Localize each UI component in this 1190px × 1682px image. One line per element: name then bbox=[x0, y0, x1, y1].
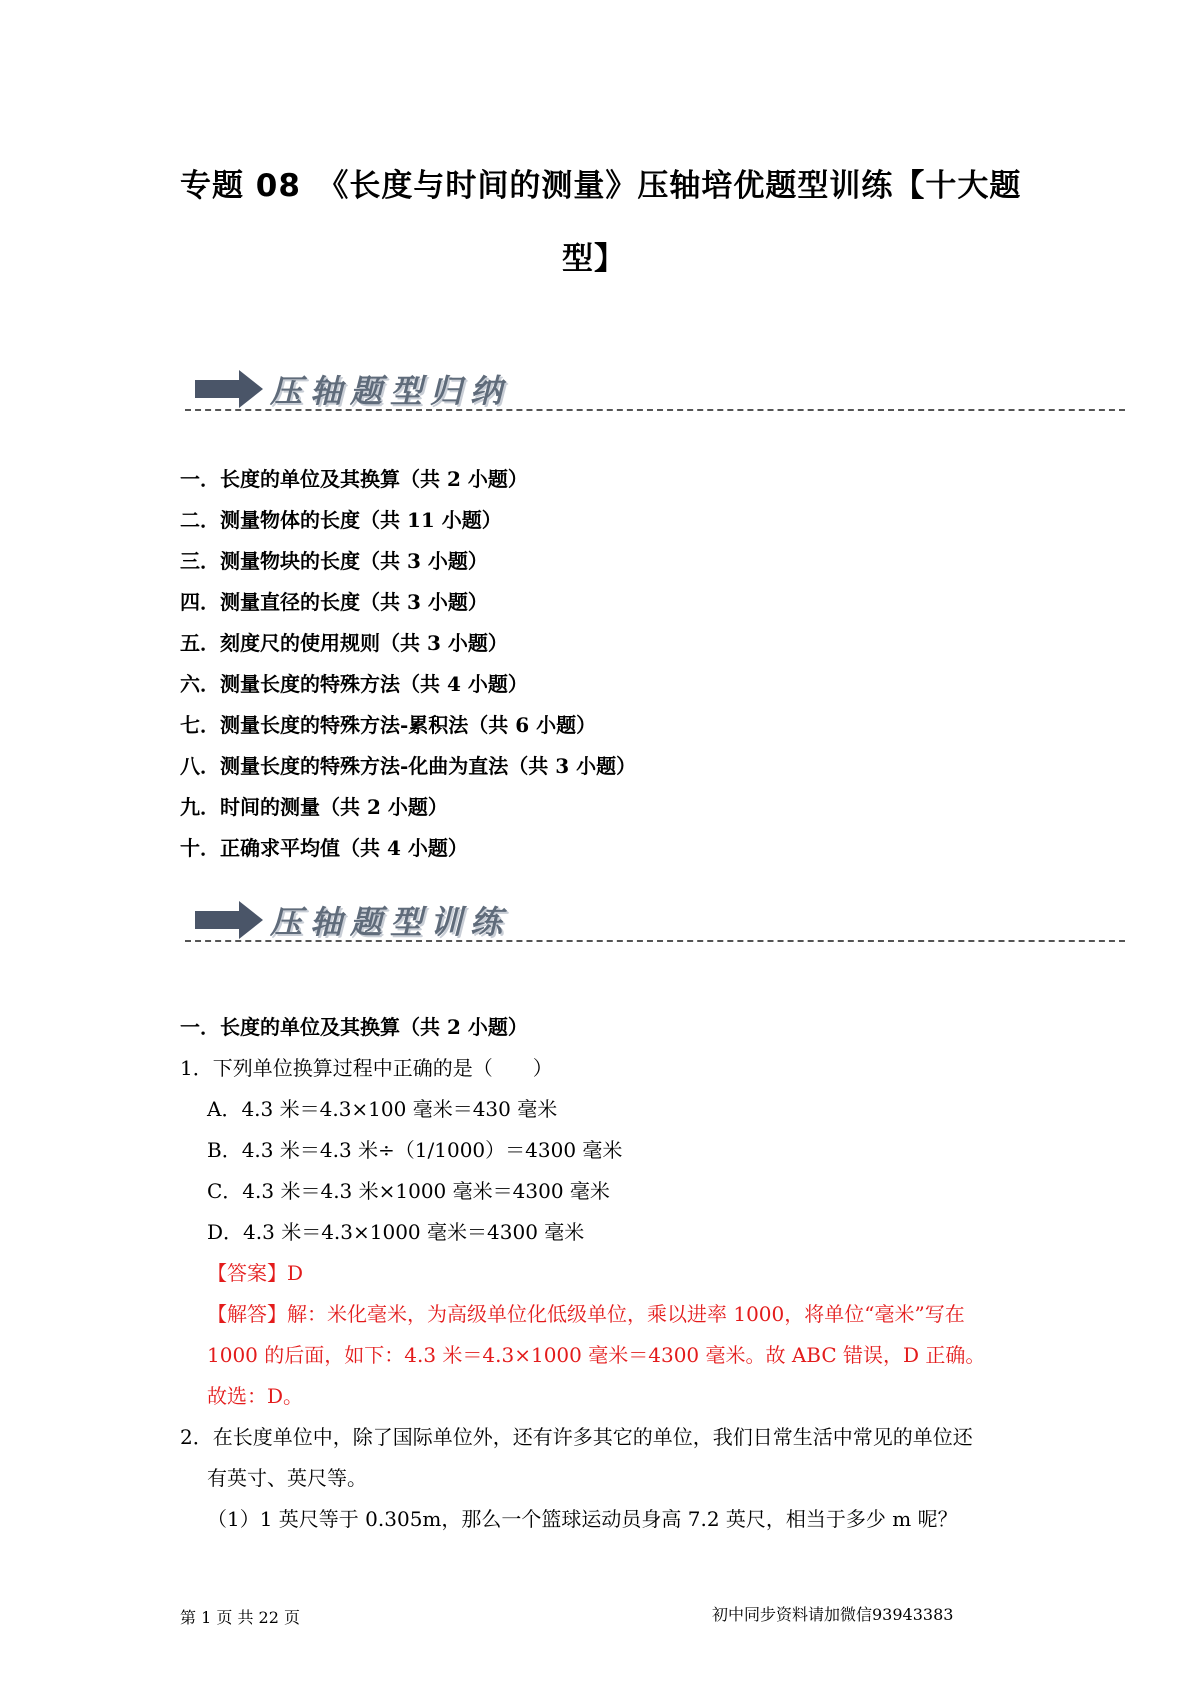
solution-text: 【解答】解：米化毫米，为高级单位化低级单位，乘以进率 1000，将单位“毫米”写在 bbox=[207, 1302, 965, 1326]
toc-item: 七．测量长度的特殊方法-累积法（共 6 小题） bbox=[180, 713, 597, 737]
training-banner-label: 压轴题型训练 bbox=[270, 903, 511, 941]
summary-banner-label: 压轴题型归纳 bbox=[270, 372, 511, 410]
toc-item: 四．测量直径的长度（共 3 小题） bbox=[180, 590, 488, 614]
solution-conclusion: 故选：D。 bbox=[207, 1384, 304, 1408]
option-b: B．4.3 米＝4.3 米÷（1/1000）＝4300 毫米 bbox=[207, 1138, 623, 1162]
toc-item: 八．测量长度的特殊方法-化曲为直法（共 3 小题） bbox=[180, 754, 637, 778]
option-a: A．4.3 米＝4.3×100 毫米＝430 毫米 bbox=[207, 1097, 558, 1121]
toc-item: 六．测量长度的特殊方法（共 4 小题） bbox=[180, 672, 528, 696]
option-d: D．4.3 米＝4.3×1000 毫米＝4300 毫米 bbox=[207, 1220, 585, 1244]
banner-divider bbox=[185, 940, 1125, 942]
toc-item: 二．测量物体的长度（共 11 小题） bbox=[180, 508, 502, 532]
toc-item: 一．长度的单位及其换算（共 2 小题） bbox=[180, 467, 528, 491]
option-c: C．4.3 米＝4.3 米×1000 毫米＝4300 毫米 bbox=[207, 1179, 610, 1203]
section-heading: 一．长度的单位及其换算（共 2 小题） bbox=[180, 1015, 528, 1039]
page-number: 第 1 页 共 22 页 bbox=[180, 1608, 300, 1627]
page-title-line2: 型】 bbox=[562, 241, 626, 277]
question-2-stem: 有英寸、英尺等。 bbox=[207, 1466, 367, 1490]
arrow-icon bbox=[195, 901, 265, 939]
arrow-icon bbox=[195, 370, 265, 408]
toc-item: 五．刻度尺的使用规则（共 3 小题） bbox=[180, 631, 508, 655]
page-title-line1: 专题 08 《长度与时间的测量》压轴培优题型训练【十大题 bbox=[180, 168, 1022, 204]
question-1-stem: 1．下列单位换算过程中正确的是（ ） bbox=[180, 1056, 553, 1080]
question-2-subquestion: （1）1 英尺等于 0.305m，那么一个篮球运动员身高 7.2 英尺，相当于多少 m 呢？ bbox=[207, 1507, 958, 1531]
training-banner bbox=[185, 893, 1125, 953]
summary-banner bbox=[185, 362, 1125, 422]
banner-divider bbox=[185, 409, 1125, 411]
answer-label: 【答案】D bbox=[207, 1261, 304, 1285]
footer-note: 初中同步资料请加微信93943383 bbox=[712, 1605, 954, 1624]
toc-item: 十．正确求平均值（共 4 小题） bbox=[180, 836, 468, 860]
toc-item: 九．时间的测量（共 2 小题） bbox=[180, 795, 448, 819]
question-2-stem: 2．在长度单位中，除了国际单位外，还有许多其它的单位，我们日常生活中常见的单位还 bbox=[180, 1425, 973, 1449]
toc-item: 三．测量物块的长度（共 3 小题） bbox=[180, 549, 488, 573]
solution-text: 1000 的后面，如下：4.3 米＝4.3×1000 毫米＝4300 毫米。故 ABC 错误，D 正确。 bbox=[207, 1343, 986, 1367]
